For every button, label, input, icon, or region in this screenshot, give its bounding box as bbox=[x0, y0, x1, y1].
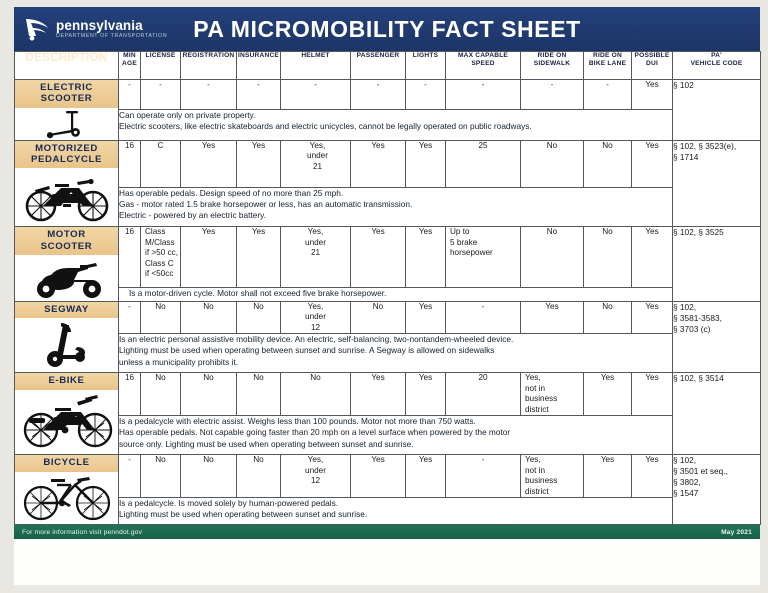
notes-row bbox=[15, 287, 761, 301]
cell-registration: No bbox=[181, 301, 237, 334]
page-footer bbox=[14, 525, 760, 539]
category-label: SEGWAY bbox=[15, 302, 118, 318]
cell-helmet: - bbox=[281, 80, 351, 110]
cell-min-age: - bbox=[119, 455, 141, 498]
notes-cell bbox=[119, 416, 673, 455]
cell-max-speed: 25 bbox=[446, 140, 521, 188]
cell-max-speed: - bbox=[446, 80, 521, 110]
column-header-lights: LIGHTS bbox=[406, 52, 446, 80]
cell-insurance: No bbox=[237, 373, 281, 416]
notes-cell bbox=[119, 287, 673, 301]
motorized-pedalcycle-icon bbox=[15, 168, 118, 226]
notes-row bbox=[15, 498, 761, 525]
cell-passenger: Yes bbox=[351, 227, 406, 288]
cell-registration: No bbox=[181, 455, 237, 498]
cell-min-age: 16 bbox=[119, 140, 141, 188]
category-label: MOTORIZED PEDALCYCLE bbox=[15, 141, 118, 169]
cell-vehicle-code: § 102, § 3501 et seq., § 3802, § 1547 bbox=[673, 455, 761, 525]
cell-registration: - bbox=[181, 80, 237, 110]
cell-license: No bbox=[141, 455, 181, 498]
notes-cell bbox=[119, 188, 673, 227]
column-header-pa-vehicle-code: PA' VEHICLE CODE bbox=[673, 52, 761, 80]
category-label: ELECTRIC SCOOTER bbox=[15, 80, 118, 108]
note-line: Can operate only on private property. bbox=[119, 109, 256, 120]
note-line: Electric scooters, like electric skateboards and electric unicycles, cannot be legally operated on public roadways. bbox=[119, 120, 532, 131]
notes-cell bbox=[119, 109, 673, 140]
table-row bbox=[15, 301, 761, 334]
category-label: MOTOR SCOOTER bbox=[15, 227, 118, 255]
category-cell-bicycle bbox=[15, 455, 119, 525]
notes-row bbox=[15, 334, 761, 373]
cell-max-speed: - bbox=[446, 301, 521, 334]
cell-passenger: Yes bbox=[351, 455, 406, 498]
column-header-description: DESCRIPTION bbox=[15, 52, 119, 80]
column-header-helmet: HELMET bbox=[281, 52, 351, 80]
cell-license: No bbox=[141, 373, 181, 416]
cell-lights: Yes bbox=[406, 455, 446, 498]
category-cell-segway bbox=[15, 301, 119, 373]
notes-row bbox=[15, 188, 761, 227]
cell-max-speed: Up to 5 brake horsepower bbox=[446, 227, 521, 288]
cell-vehicle-code: § 102, § 3514 bbox=[673, 373, 761, 455]
note-line: Lighting must be used when operating between sunset and sunrise. bbox=[119, 509, 368, 520]
cell-dui: Yes bbox=[632, 373, 673, 416]
cell-passenger: - bbox=[351, 80, 406, 110]
cell-lights: Yes bbox=[406, 140, 446, 188]
column-header-insurance: INSURANCE bbox=[237, 52, 281, 80]
agency-name: pennsylvania bbox=[56, 18, 143, 34]
cell-helmet: No bbox=[281, 373, 351, 416]
cell-registration: No bbox=[181, 373, 237, 416]
column-header-min-age: MIN AGE bbox=[119, 52, 141, 80]
cell-license: - bbox=[141, 80, 181, 110]
cell-vehicle-code: § 102, § 3581-3583, § 3703 (c) bbox=[673, 301, 761, 373]
cell-dui: Yes bbox=[632, 301, 673, 334]
column-header-registration: REGISTRATION bbox=[181, 52, 237, 80]
cell-min-age: 16 bbox=[119, 373, 141, 416]
note-line: unless a municipality prohibits it. bbox=[119, 356, 238, 367]
cell-license: Class M/Class if >50 cc, Class C if <50cc bbox=[141, 227, 181, 288]
cell-dui: Yes bbox=[632, 80, 673, 110]
table-row bbox=[15, 455, 761, 498]
cell-vehicle-code: § 102 bbox=[673, 80, 761, 141]
cell-min-age: - bbox=[119, 80, 141, 110]
cell-lights: Yes bbox=[406, 227, 446, 288]
segway-icon bbox=[15, 318, 118, 370]
cell-bike-lane: No bbox=[584, 227, 632, 288]
cell-min-age: 16 bbox=[119, 227, 141, 288]
table-row bbox=[15, 227, 761, 288]
cell-sidewalk: Yes, not in business district bbox=[521, 373, 584, 416]
table-row bbox=[15, 373, 761, 416]
column-header-passenger: PASSENGER bbox=[351, 52, 406, 80]
agency-department: DEPARTMENT OF TRANSPORTATION bbox=[56, 32, 168, 39]
notes-row bbox=[15, 109, 761, 140]
cell-helmet: Yes, under 21 bbox=[281, 227, 351, 288]
cell-bike-lane: - bbox=[584, 80, 632, 110]
page-header bbox=[14, 7, 760, 51]
category-label: BICYCLE bbox=[15, 455, 118, 471]
e-bike-icon bbox=[15, 390, 118, 452]
micromobility-table bbox=[14, 51, 761, 525]
cell-lights: - bbox=[406, 80, 446, 110]
logo-wordmark bbox=[56, 19, 167, 39]
column-header-license: LICENSE bbox=[141, 52, 181, 80]
footer-info-text: For more information visit penndot.gov bbox=[22, 528, 143, 536]
category-cell-motorized-pedalcycle bbox=[15, 140, 119, 227]
note-line: Is a motor-driven cycle. Motor shall not exceed five brake horsepower. bbox=[129, 287, 387, 298]
cell-license: No bbox=[141, 301, 181, 334]
note-line: Is an electric personal assistive mobility device. An electric, self-balancing, two-nontandem-wheeled device. bbox=[119, 334, 514, 345]
cell-registration: Yes bbox=[181, 140, 237, 188]
cell-vehicle-code: § 102, § 3525 bbox=[673, 227, 761, 302]
cell-dui: Yes bbox=[632, 455, 673, 498]
cell-helmet: Yes, under 12 bbox=[281, 301, 351, 334]
cell-insurance: Yes bbox=[237, 140, 281, 188]
column-header-max-capable-speed: MAX CAPABLE SPEED bbox=[446, 52, 521, 80]
table-body bbox=[15, 80, 761, 525]
table-row bbox=[15, 80, 761, 110]
category-cell-e-bike bbox=[15, 373, 119, 455]
cell-lights: Yes bbox=[406, 301, 446, 334]
keystone-sail-icon bbox=[24, 16, 50, 42]
cell-passenger: Yes bbox=[351, 373, 406, 416]
cell-sidewalk: Yes, not in business district bbox=[521, 455, 584, 498]
note-line: Is a pedalcycle with electric assist. Weighs less than 100 pounds. Motor not more than 750 watts. bbox=[119, 416, 476, 427]
cell-sidewalk: Yes bbox=[521, 301, 584, 334]
cell-sidewalk: No bbox=[521, 140, 584, 188]
cell-passenger: No bbox=[351, 301, 406, 334]
note-line: Has operable pedals. Not capable going faster than 20 mph on a level surface when powered by the motor bbox=[119, 427, 511, 438]
cell-max-speed: 20 bbox=[446, 373, 521, 416]
note-line: Has operable pedals. Design speed of no more than 25 mph. bbox=[119, 188, 344, 199]
note-line: Is a pedalcycle. Is moved solely by human-powered pedals. bbox=[119, 498, 339, 509]
notes-cell bbox=[119, 334, 673, 373]
category-label: E-BIKE bbox=[15, 373, 118, 389]
cell-vehicle-code: § 102, § 3523(e), § 1714 bbox=[673, 140, 761, 227]
cell-insurance: No bbox=[237, 455, 281, 498]
notes-row bbox=[15, 416, 761, 455]
cell-dui: Yes bbox=[632, 140, 673, 188]
table-row bbox=[15, 140, 761, 188]
cell-registration: Yes bbox=[181, 227, 237, 288]
note-line: Gas - motor rated 1.5 brake horsepower or less, has an automatic transmission. bbox=[119, 199, 413, 210]
cell-min-age: - bbox=[119, 301, 141, 334]
note-line: Lighting must be used when operating between sunset and sunrise. A Segway is allowed on sidewalks bbox=[119, 345, 495, 356]
cell-bike-lane: No bbox=[584, 301, 632, 334]
cell-dui: Yes bbox=[632, 227, 673, 288]
note-line: source only. Lighting must be used when operating between sunset and sunrise. bbox=[119, 438, 414, 449]
bicycle-icon bbox=[15, 472, 118, 522]
page-title: PA MICROMOBILITY FACT SHEET bbox=[193, 15, 581, 42]
notes-cell bbox=[119, 498, 673, 525]
category-cell-electric-scooter bbox=[15, 80, 119, 141]
electric-scooter-icon bbox=[15, 108, 118, 140]
cell-bike-lane: Yes bbox=[584, 373, 632, 416]
cell-insurance: Yes bbox=[237, 227, 281, 288]
cell-sidewalk: No bbox=[521, 227, 584, 288]
cell-helmet: Yes, under 12 bbox=[281, 455, 351, 498]
cell-helmet: Yes, under 21 bbox=[281, 140, 351, 188]
cell-insurance: - bbox=[237, 80, 281, 110]
cell-max-speed: - bbox=[446, 455, 521, 498]
column-header-ride-on-bike-lane: RIDE ON BIKE LANE bbox=[584, 52, 632, 80]
cell-lights: Yes bbox=[406, 373, 446, 416]
category-cell-motor-scooter bbox=[15, 227, 119, 302]
motor-scooter-icon bbox=[15, 255, 118, 301]
fact-sheet-paper bbox=[14, 7, 760, 585]
cell-insurance: No bbox=[237, 301, 281, 334]
cell-passenger: Yes bbox=[351, 140, 406, 188]
column-header-ride-on-sidewalk: RIDE ON SIDEWALK bbox=[521, 52, 584, 80]
column-header-possible-dui: POSSIBLE DUI bbox=[632, 52, 673, 80]
cell-sidewalk: - bbox=[521, 80, 584, 110]
table-header-row bbox=[15, 52, 761, 80]
cell-bike-lane: No bbox=[584, 140, 632, 188]
note-line: Electric - powered by an electric battery. bbox=[119, 210, 266, 221]
cell-bike-lane: Yes bbox=[584, 455, 632, 498]
footer-date: May 2021 bbox=[721, 528, 752, 536]
penndot-logo bbox=[24, 16, 167, 42]
cell-license: C bbox=[141, 140, 181, 188]
